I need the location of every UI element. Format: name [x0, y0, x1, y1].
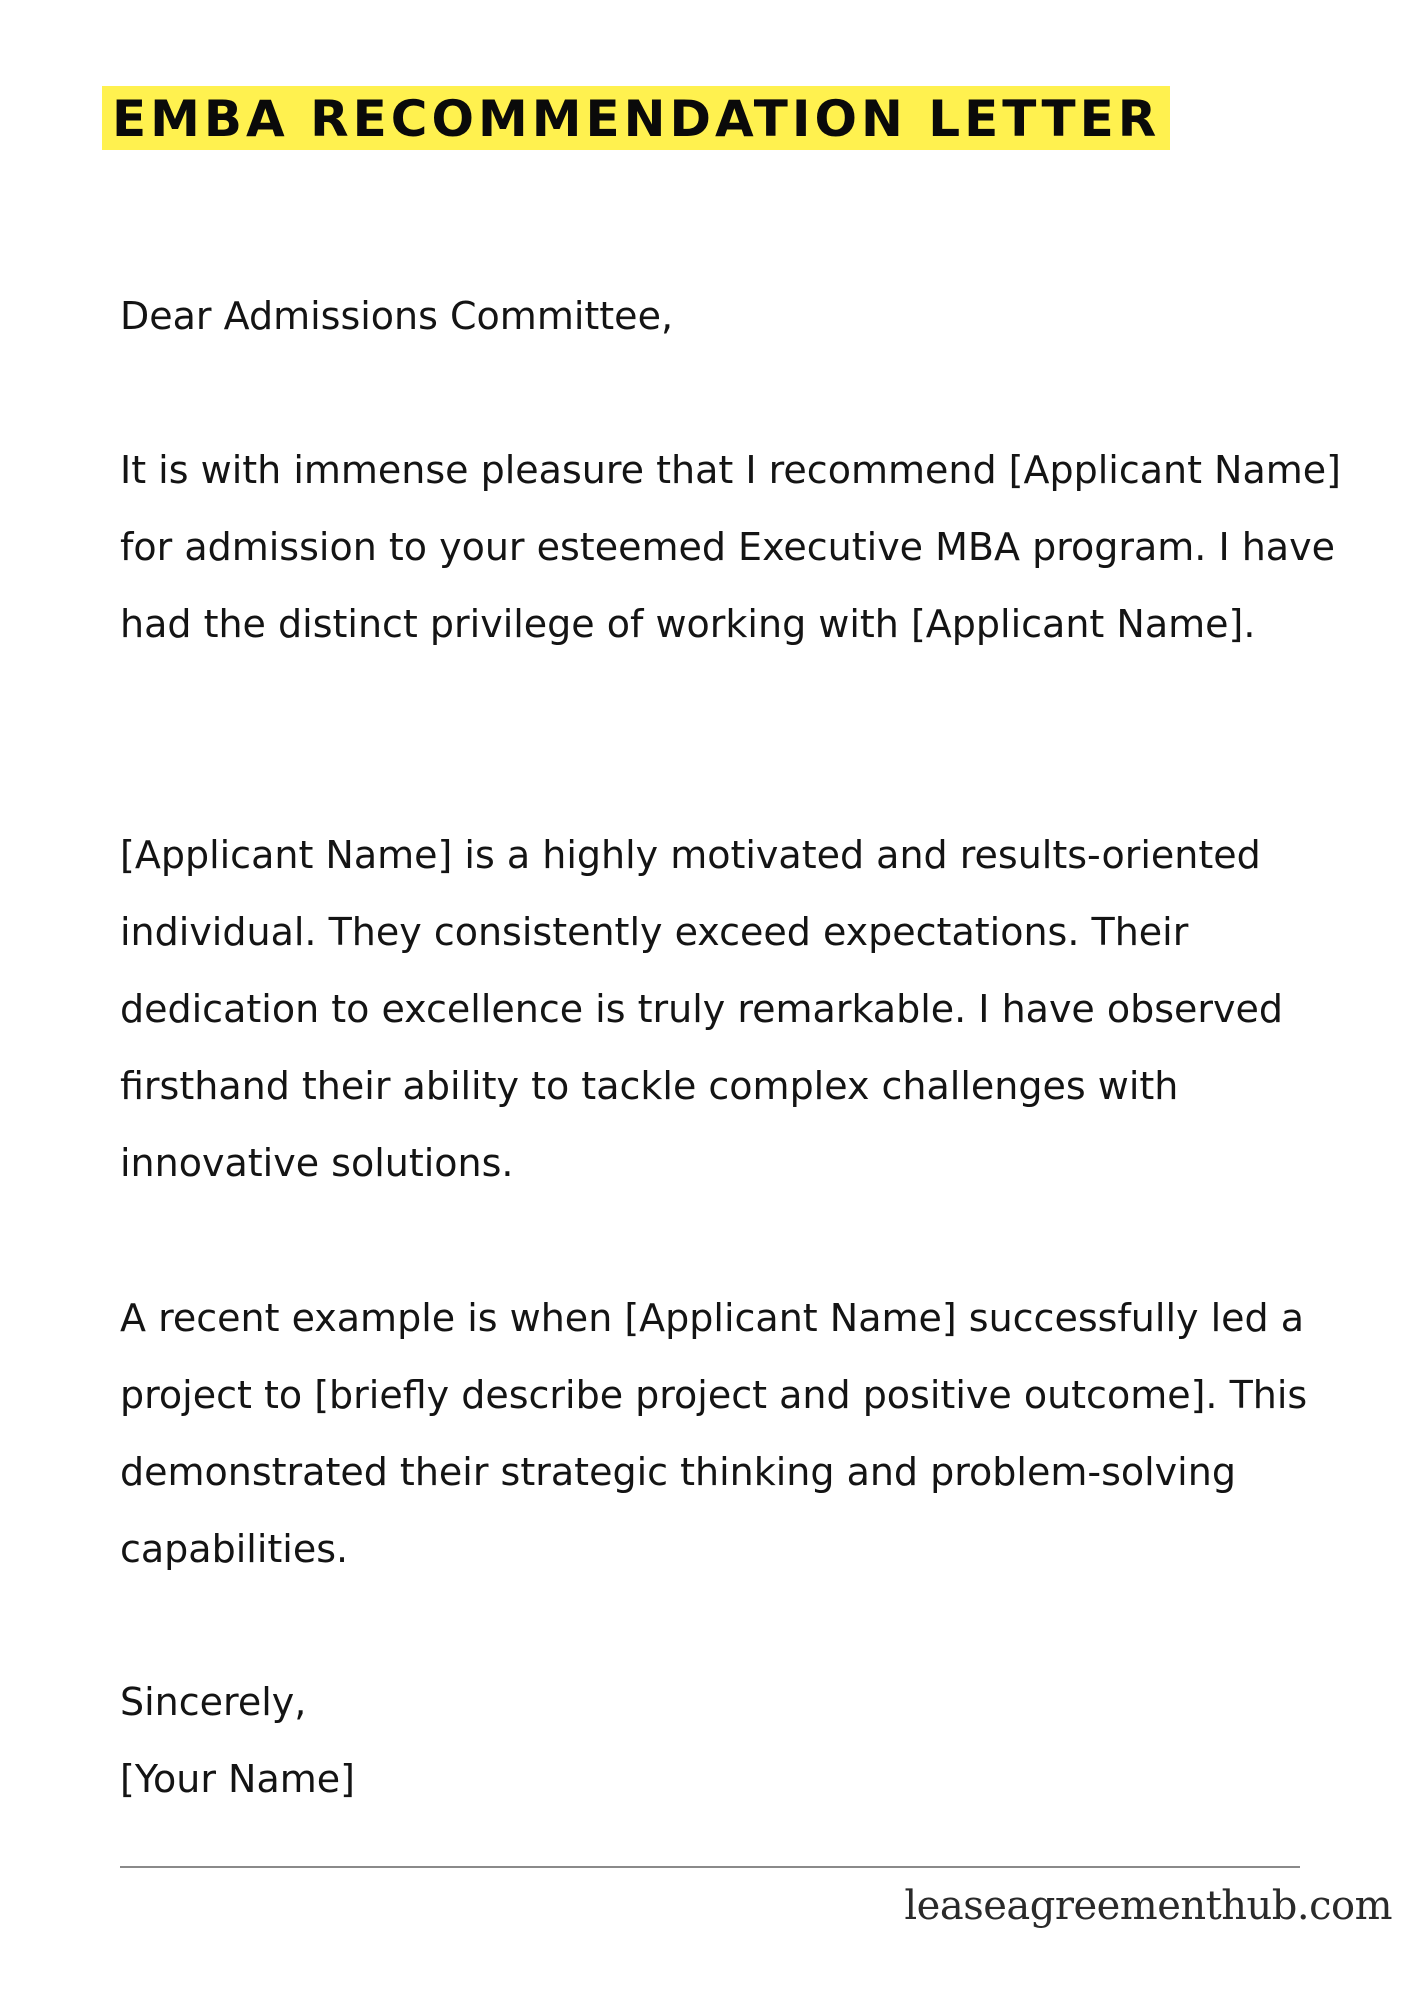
salutation: Dear Admissions Committee, — [120, 294, 674, 338]
title-highlight — [102, 86, 1170, 150]
closing: Sincerely, — [120, 1680, 307, 1724]
footer-divider — [120, 1866, 1300, 1868]
paragraph-qualities: [Applicant Name] is a highly motivated and results-oriented individual. They consistently exceed expectations. Their dedication to excellence is truly remarkable. I have observed firsthand their ability to tackle complex challenges with innovative solutions. — [120, 833, 1284, 1185]
paragraph-example: A recent example is when [Applicant Name] successfully led a project to [briefly describe project and positive outcome]. This demonstrated their strategic thinking and problem-solving capabilities. — [120, 1296, 1308, 1571]
footer-website: leaseagreementhub.com — [904, 1883, 1392, 1929]
page-title: EMBA RECOMMENDATION LETTER — [112, 90, 1161, 148]
paragraph-intro: It is with immense pleasure that I recommend [Applicant Name] for admission to your esteemed Executive MBA program. I have had the distinct privilege of working with [Applicant Name]. — [120, 448, 1341, 646]
signature: [Your Name] — [120, 1757, 355, 1801]
